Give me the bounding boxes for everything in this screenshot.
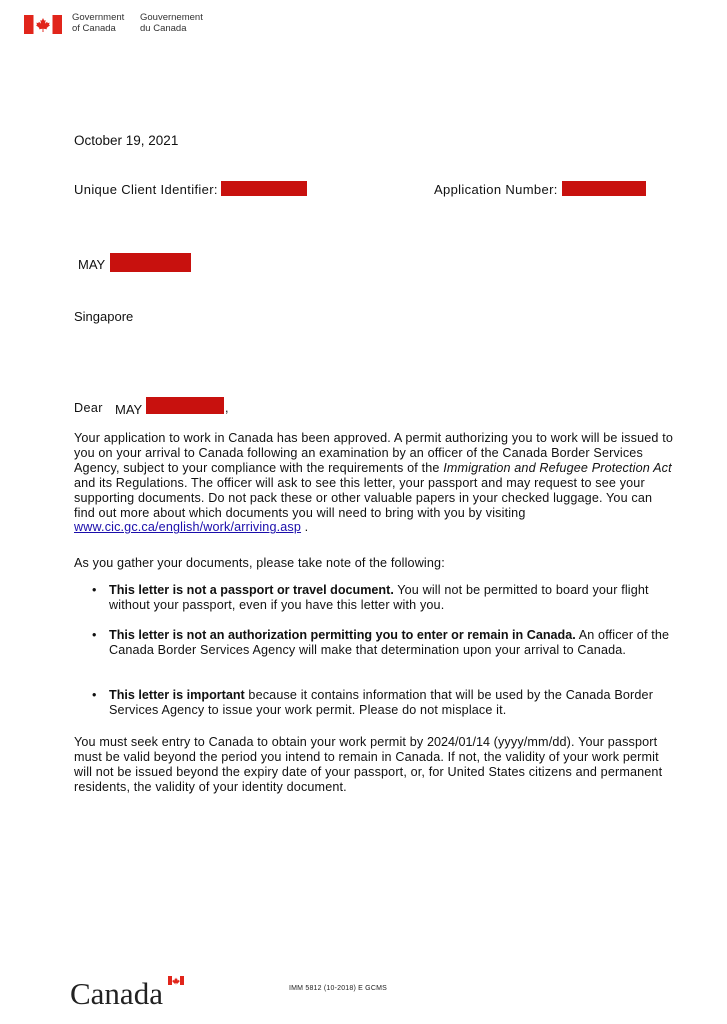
form-code: IMM 5812 (10-2018) E GCMS <box>289 985 387 992</box>
list-item-text <box>109 688 674 718</box>
addressee-city: Singapore <box>74 309 134 324</box>
documents-intro: As you gather your documents, please take note of the following: <box>74 556 445 570</box>
list-item-bold: This letter is not a passport or travel document. <box>109 583 394 597</box>
canada-wordmark-text: Canada <box>70 976 163 1007</box>
list-item-bold: This letter is not an authorization permitting you to enter or remain in Canada. <box>109 628 576 642</box>
gov-fr-line1: Gouvernement <box>140 12 203 23</box>
list-item-text <box>109 583 674 613</box>
bullet-dot: • <box>92 688 97 702</box>
salutation: Dear <box>74 401 103 415</box>
addressee-name-redaction <box>110 253 191 272</box>
salutation-name-redaction <box>146 397 224 414</box>
list-item-bold: This letter is important <box>109 688 245 702</box>
government-of-canada-english <box>72 13 124 34</box>
bullet-dot: • <box>92 628 97 642</box>
entry-deadline-paragraph <box>74 735 674 795</box>
list-item-text <box>109 628 674 658</box>
addressee-name: MAY <box>78 257 106 272</box>
deadline-date: 2024/01/14 <box>426 735 490 749</box>
gov-fr-line2: du Canada <box>140 22 187 34</box>
canada-flag-icon <box>24 15 62 39</box>
approval-text-part2: and its Regulations. The officer will ask to see this letter, your passport and may request to see your supporting documents. Do not pack these or other valuable papers in your checked luggage. You can find out more about which documents you will need to bring with you by visiting <box>74 475 653 520</box>
approval-text-part1: Your application to work in Canada has been approved. A permit authorizing you to work will be issued to you on your arrival to Canada following an examination by an officer of the Canada Border Services Agency, subject to your compliance with the requirements of the <box>74 431 673 475</box>
uci-redaction <box>221 181 307 196</box>
application-number-label: Application Number: <box>434 182 558 197</box>
salutation-name: MAY <box>115 402 143 417</box>
letter-date: October 19, 2021 <box>74 133 179 148</box>
list-item-body: You will not be permitted to board your flight without your passport, even if you have this letter with you. <box>109 583 649 612</box>
government-of-canada-french <box>140 13 203 34</box>
approval-paragraph <box>74 431 674 535</box>
list-item-body: An officer of the Canada Border Services Agency will make that determination upon your arrival to Canada. <box>109 628 670 657</box>
application-number-redaction <box>562 181 646 196</box>
gov-en-line1: Government <box>72 12 125 23</box>
deadline-text-part2: (yyyy/mm/dd). Your passport must be valid beyond the period you intend to remain in Canada. If not, the validity of your work permit will not be issued beyond the expiry date of your passport, or, for United States citizens and permanent residents, the validity of your identity document. <box>74 735 663 794</box>
bullet-dot: • <box>92 583 97 597</box>
arriving-link[interactable]: www.cic.gc.ca/english/work/arriving.asp <box>74 520 302 535</box>
canada-wordmark-logo <box>70 973 185 1012</box>
deadline-text-part1: You must seek entry to Canada to obtain your work permit by <box>74 735 427 749</box>
salutation-comma: , <box>225 401 229 415</box>
uci-label: Unique Client Identifier: <box>74 182 218 197</box>
gov-en-line2: of Canada <box>72 22 116 34</box>
approval-text-end: . <box>301 520 309 535</box>
list-item-body: because it contains information that will be used by the Canada Border Services Agency to issue your work permit. Please do not misplace it. <box>109 688 654 717</box>
act-name: Immigration and Refugee Protection Act <box>443 460 672 475</box>
